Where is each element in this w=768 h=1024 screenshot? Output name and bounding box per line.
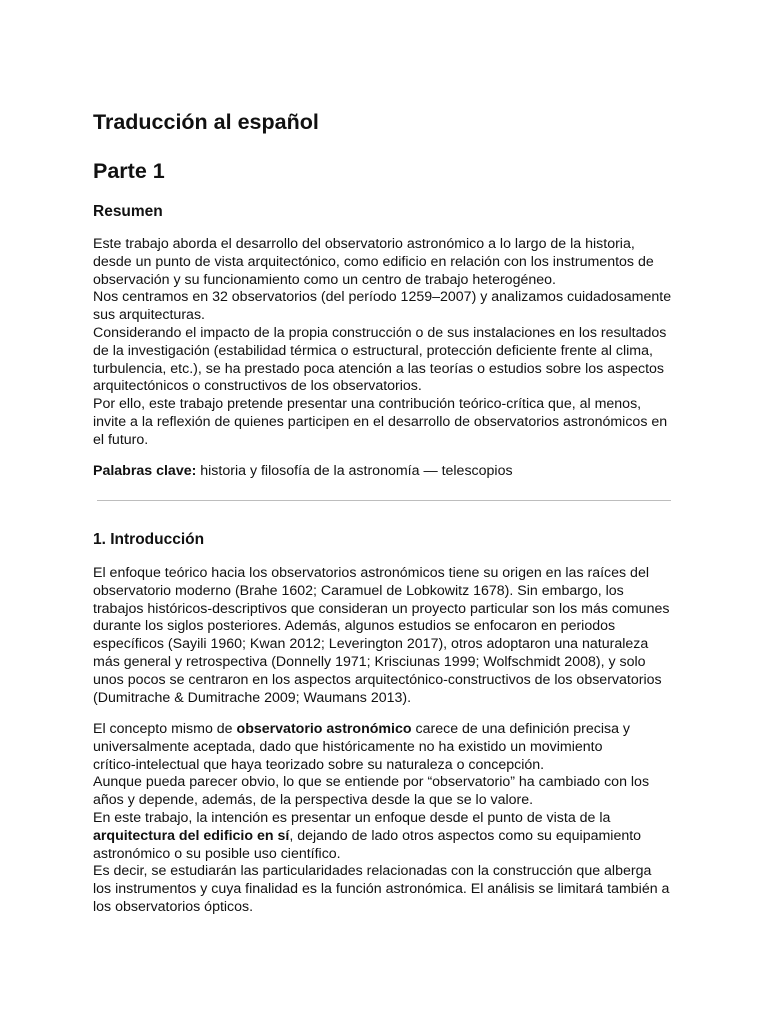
introduction-paragraph-2 [93,721,677,917]
intro-line [93,828,677,846]
intro-text: , dejando de lado otros aspectos como su equipamiento [289,827,642,844]
abstract-body [93,236,677,450]
abstract-line: Nos centramos en 32 observatorios (del período 1259–2007) y analizamos cuidadosamente [93,289,672,306]
intro-line: universalmente aceptada, dado que históricamente no ha existido un movimiento [93,738,603,755]
intro-line: El enfoque teórico hacia los observatorios astronómicos tiene su origen en las raíces del [93,565,649,581]
abstract-line: arquitectónicos o constructivos de los observatorios. [93,378,422,395]
keywords-label: Palabras clave: [93,463,197,479]
intro-line: astronómico o su posible uso científico. [93,845,341,862]
intro-line: En este trabajo, la intención es presentar un enfoque desde el punto de vista de la [93,809,611,826]
intro-line: trabajos históricos-descriptivos que consideran un proyecto particular son los más comunes [93,600,670,617]
abstract-line: desde un punto de vista arquitectónico, como edificio en relación con los instrumentos de [93,253,654,270]
abstract-heading: Resumen [93,203,163,220]
section-divider [97,500,671,501]
intro-line: durante los siglos posteriores. Además, algunos estudios se enfocaron en periodos [93,618,616,635]
keywords [93,463,677,481]
part-title: Parte 1 [93,159,165,183]
intro-line: específicos (Sayili 1960; Kwan 2012; Leverington 2017), otros adoptaron una naturaleza [93,636,649,653]
abstract-line: el futuro. [93,431,149,448]
abstract-line: Este trabajo aborda el desarrollo del observatorio astronómico a lo largo de la historia, [93,236,635,252]
intro-text: El concepto mismo de [93,721,237,737]
document-title: Traducción al español [93,110,319,134]
introduction-paragraph-1 [93,565,677,707]
keywords-text: historia y filosofía de la astronomía — telescopios [196,463,513,479]
bold-term: arquitectura del edificio en sí [93,827,290,844]
intro-line: los observatorios ópticos. [93,898,254,915]
intro-line: los instrumentos y cuya finalidad es la función astronómica. El análisis se limitará también a [93,881,670,898]
intro-line: (Dumitrache & Dumitrache 2009; Waumans 2013). [93,689,412,706]
intro-line: años y depende, además, de la perspectiva desde la que se lo valore. [93,792,534,809]
intro-line: Es decir, se estudiarán las particularidades relacionadas con la construcción que alberga [93,863,652,880]
abstract-line: turbulencia, etc.), se ha prestado poca atención a las teorías o estudios sobre los aspectos [93,360,664,377]
intro-line: crítico-intelectual que haya teorizado sobre su naturaleza o concepción. [93,756,545,773]
abstract-line: sus arquitecturas. [93,307,205,324]
intro-line: Aunque pueda parecer obvio, lo que se entiende por “observatorio” ha cambiado con los [93,774,650,791]
abstract-line: de la investigación (estabilidad térmica o estructural, protección deficiente frente al clima, [93,342,653,359]
abstract-line: invite a la reflexión de quienes participen en el desarrollo de observatorios astronómicos en [93,413,668,430]
bold-term: observatorio astronómico [236,721,412,737]
intro-text: carece de una definición precisa y [411,721,631,737]
intro-line: observatorio moderno (Brahe 1602; Caramuel de Lobkowitz 1678). Sin embargo, los [93,582,624,599]
intro-line [93,721,677,739]
intro-line: más general y retrospectiva (Donnelly 1971; Krisciunas 1999; Wolfschmidt 2008), y solo [93,653,646,670]
abstract-line: Considerando el impacto de la propia construcción o de sus instalaciones en los resultados [93,324,667,341]
abstract-line: Por ello, este trabajo pretende presentar una contribución teórico-crítica que, al menos, [93,396,642,413]
intro-line: unos pocos se centraron en los aspectos arquitectónico-constructivos de los observatorios [93,671,662,688]
introduction-heading: 1. Introducción [93,531,205,548]
abstract-line: observación y su funcionamiento como un centro de trabajo heterogéneo. [93,271,556,288]
